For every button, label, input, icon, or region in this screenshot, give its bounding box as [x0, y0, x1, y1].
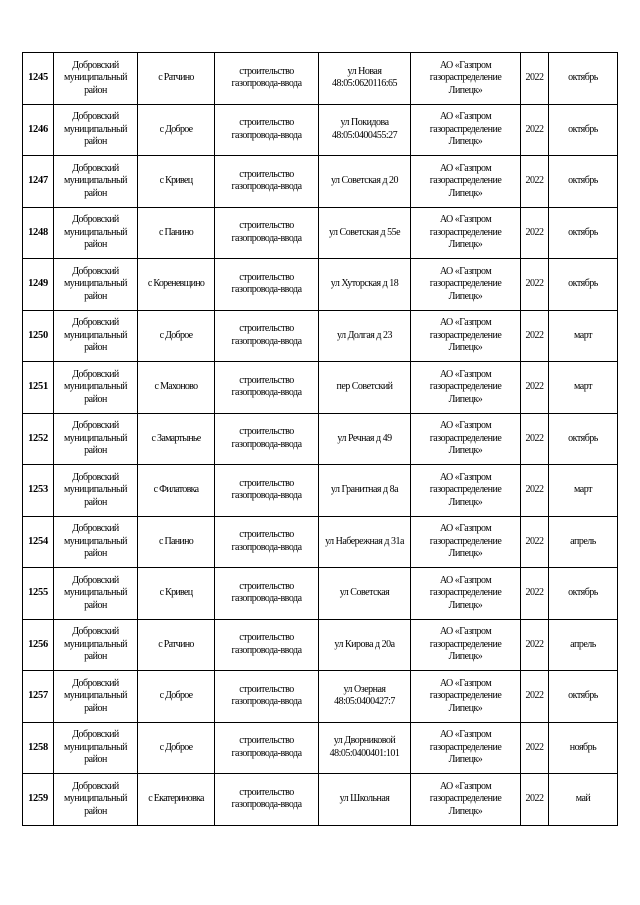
table-row	[23, 722, 618, 774]
month-cell: октябрь	[549, 413, 618, 465]
settlement-cell: с Панино	[138, 516, 215, 568]
district-cell: Добровский муниципальный район	[54, 516, 138, 568]
table-row	[23, 413, 618, 465]
district-cell: Добровский муниципальный район	[54, 619, 138, 671]
row-number: 1250	[23, 310, 54, 362]
month-cell: март	[549, 465, 618, 517]
table-row	[23, 671, 618, 723]
table-row	[23, 310, 618, 362]
table-body	[23, 53, 618, 826]
table-row	[23, 53, 618, 105]
district-cell: Добровский муниципальный район	[54, 310, 138, 362]
settlement-cell: с Замартынье	[138, 413, 215, 465]
month-cell: апрель	[549, 516, 618, 568]
row-number: 1253	[23, 465, 54, 517]
settlement-cell: с Ратчино	[138, 619, 215, 671]
row-number: 1255	[23, 568, 54, 620]
organization-cell: АО «Газпром газораспределение Липецк»	[411, 156, 521, 208]
work-type-cell: строительство газопровода-ввода	[215, 465, 319, 517]
month-cell: октябрь	[549, 259, 618, 311]
year-cell: 2022	[521, 619, 549, 671]
row-number: 1246	[23, 104, 54, 156]
row-number: 1245	[23, 53, 54, 105]
address-cell: ул Гранитная д 8а	[319, 465, 411, 517]
month-cell: ноябрь	[549, 722, 618, 774]
table-row	[23, 207, 618, 259]
organization-cell: АО «Газпром газораспределение Липецк»	[411, 465, 521, 517]
address-cell: ул Кирова д 20а	[319, 619, 411, 671]
work-type-cell: строительство газопровода-ввода	[215, 722, 319, 774]
month-cell: октябрь	[549, 53, 618, 105]
row-number: 1252	[23, 413, 54, 465]
settlement-cell: с Филатовка	[138, 465, 215, 517]
row-number: 1256	[23, 619, 54, 671]
address-cell: ул Советская д 20	[319, 156, 411, 208]
district-cell: Добровский муниципальный район	[54, 568, 138, 620]
district-cell: Добровский муниципальный район	[54, 207, 138, 259]
year-cell: 2022	[521, 310, 549, 362]
address-cell: ул Новая 48:05:0620116:65	[319, 53, 411, 105]
month-cell: октябрь	[549, 156, 618, 208]
row-number: 1248	[23, 207, 54, 259]
address-cell: ул Озерная 48:05:0400427:7	[319, 671, 411, 723]
organization-cell: АО «Газпром газораспределение Липецк»	[411, 671, 521, 723]
settlement-cell: с Доброе	[138, 104, 215, 156]
table-row	[23, 104, 618, 156]
month-cell: октябрь	[549, 671, 618, 723]
row-number: 1254	[23, 516, 54, 568]
work-type-cell: строительство газопровода-ввода	[215, 516, 319, 568]
address-cell: ул Советская д 55е	[319, 207, 411, 259]
address-cell: ул Дворниковой 48:05:0400401:101	[319, 722, 411, 774]
work-type-cell: строительство газопровода-ввода	[215, 413, 319, 465]
organization-cell: АО «Газпром газораспределение Липецк»	[411, 310, 521, 362]
row-number: 1249	[23, 259, 54, 311]
year-cell: 2022	[521, 413, 549, 465]
work-type-cell: строительство газопровода-ввода	[215, 362, 319, 414]
year-cell: 2022	[521, 722, 549, 774]
address-cell: ул Покидова 48:05:0400455:27	[319, 104, 411, 156]
table-row	[23, 568, 618, 620]
settlement-cell: с Доброе	[138, 722, 215, 774]
month-cell: март	[549, 362, 618, 414]
organization-cell: АО «Газпром газораспределение Липецк»	[411, 568, 521, 620]
row-number: 1251	[23, 362, 54, 414]
row-number: 1247	[23, 156, 54, 208]
settlement-cell: с Доброе	[138, 310, 215, 362]
address-cell: ул Школьная	[319, 774, 411, 826]
work-type-cell: строительство газопровода-ввода	[215, 774, 319, 826]
row-number: 1257	[23, 671, 54, 723]
address-cell: ул Хуторская д 18	[319, 259, 411, 311]
organization-cell: АО «Газпром газораспределение Липецк»	[411, 413, 521, 465]
year-cell: 2022	[521, 465, 549, 517]
district-cell: Добровский муниципальный район	[54, 671, 138, 723]
month-cell: октябрь	[549, 207, 618, 259]
organization-cell: АО «Газпром газораспределение Липецк»	[411, 619, 521, 671]
table-row	[23, 465, 618, 517]
table-row	[23, 362, 618, 414]
table-row	[23, 259, 618, 311]
year-cell: 2022	[521, 568, 549, 620]
organization-cell: АО «Газпром газораспределение Липецк»	[411, 362, 521, 414]
settlement-cell: с Кривец	[138, 156, 215, 208]
organization-cell: АО «Газпром газораспределение Липецк»	[411, 104, 521, 156]
year-cell: 2022	[521, 671, 549, 723]
organization-cell: АО «Газпром газораспределение Липецк»	[411, 722, 521, 774]
work-type-cell: строительство газопровода-ввода	[215, 568, 319, 620]
organization-cell: АО «Газпром газораспределение Липецк»	[411, 53, 521, 105]
year-cell: 2022	[521, 53, 549, 105]
work-type-cell: строительство газопровода-ввода	[215, 156, 319, 208]
month-cell: март	[549, 310, 618, 362]
address-cell: пер Советский	[319, 362, 411, 414]
year-cell: 2022	[521, 516, 549, 568]
address-cell: ул Долгая д 23	[319, 310, 411, 362]
year-cell: 2022	[521, 259, 549, 311]
address-cell: ул Советская	[319, 568, 411, 620]
table-row	[23, 516, 618, 568]
month-cell: май	[549, 774, 618, 826]
district-cell: Добровский муниципальный район	[54, 362, 138, 414]
work-type-cell: строительство газопровода-ввода	[215, 53, 319, 105]
table-row	[23, 156, 618, 208]
month-cell: октябрь	[549, 104, 618, 156]
settlement-cell: с Кореневщино	[138, 259, 215, 311]
settlement-cell: с Екатериновка	[138, 774, 215, 826]
work-type-cell: строительство газопровода-ввода	[215, 104, 319, 156]
district-cell: Добровский муниципальный район	[54, 774, 138, 826]
district-cell: Добровский муниципальный район	[54, 413, 138, 465]
organization-cell: АО «Газпром газораспределение Липецк»	[411, 516, 521, 568]
organization-cell: АО «Газпром газораспределение Липецк»	[411, 774, 521, 826]
district-cell: Добровский муниципальный район	[54, 53, 138, 105]
year-cell: 2022	[521, 104, 549, 156]
table-row	[23, 774, 618, 826]
organization-cell: АО «Газпром газораспределение Липецк»	[411, 207, 521, 259]
district-cell: Добровский муниципальный район	[54, 465, 138, 517]
work-type-cell: строительство газопровода-ввода	[215, 207, 319, 259]
year-cell: 2022	[521, 774, 549, 826]
month-cell: апрель	[549, 619, 618, 671]
organization-cell: АО «Газпром газораспределение Липецк»	[411, 259, 521, 311]
address-cell: ул Набережная д 31а	[319, 516, 411, 568]
settlement-cell: с Ратчино	[138, 53, 215, 105]
year-cell: 2022	[521, 207, 549, 259]
year-cell: 2022	[521, 156, 549, 208]
district-cell: Добровский муниципальный район	[54, 104, 138, 156]
district-cell: Добровский муниципальный район	[54, 156, 138, 208]
district-cell: Добровский муниципальный район	[54, 722, 138, 774]
settlement-cell: с Панино	[138, 207, 215, 259]
settlement-cell: с Махоново	[138, 362, 215, 414]
work-type-cell: строительство газопровода-ввода	[215, 310, 319, 362]
month-cell: октябрь	[549, 568, 618, 620]
work-type-cell: строительство газопровода-ввода	[215, 671, 319, 723]
year-cell: 2022	[521, 362, 549, 414]
row-number: 1259	[23, 774, 54, 826]
gasification-table	[22, 52, 618, 826]
row-number: 1258	[23, 722, 54, 774]
work-type-cell: строительство газопровода-ввода	[215, 259, 319, 311]
district-cell: Добровский муниципальный район	[54, 259, 138, 311]
settlement-cell: с Кривец	[138, 568, 215, 620]
settlement-cell: с Доброе	[138, 671, 215, 723]
address-cell: ул Речная д 49	[319, 413, 411, 465]
work-type-cell: строительство газопровода-ввода	[215, 619, 319, 671]
table-row	[23, 619, 618, 671]
